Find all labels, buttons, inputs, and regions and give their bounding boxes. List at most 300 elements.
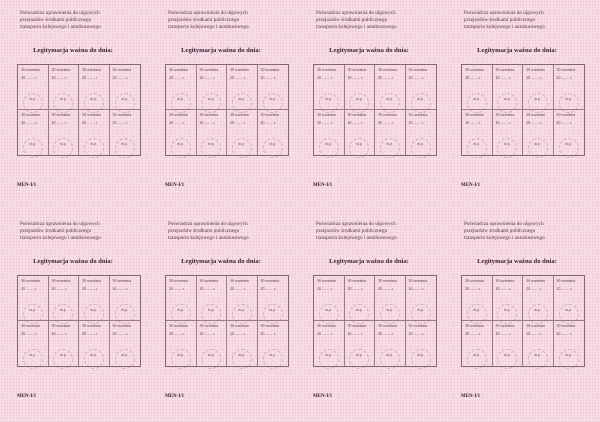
- cell-date: 30 września: [347, 113, 367, 117]
- stamp-circle-icon: [201, 349, 221, 369]
- cell-date: 30 września: [408, 324, 428, 328]
- validity-grid: [461, 64, 585, 156]
- cell-year: 20 ........ r.: [526, 76, 542, 80]
- stamp-circle-icon: [232, 349, 252, 369]
- cell-year: 20 ........ r.: [260, 76, 277, 80]
- validity-cell: [258, 110, 289, 155]
- stamp-label: m.p.: [325, 142, 332, 146]
- stamp-label: m.p.: [473, 308, 480, 312]
- stamp-circle-icon: [171, 138, 191, 158]
- stamp-circle-icon: [319, 138, 339, 158]
- header-line-3: transportu kolejowego i autobusowego.: [316, 235, 398, 241]
- cell-year: 20 ........ r.: [526, 287, 542, 291]
- cell-date: 30 września: [526, 324, 545, 328]
- stamp-label: m.p.: [177, 97, 184, 101]
- cell-year: 20 ........ r.: [495, 287, 512, 291]
- stamp-label: m.p.: [356, 353, 363, 357]
- legitymacja-card: [148, 211, 294, 416]
- cell-year: 20 ........ r.: [199, 332, 216, 336]
- cell-year: 20 ........ r.: [21, 287, 37, 291]
- stamp-circle-icon: [84, 138, 104, 158]
- validity-cell: [523, 65, 554, 110]
- validity-cell: [314, 321, 345, 366]
- stamp-label: m.p.: [473, 142, 480, 146]
- validity-cell: [406, 276, 437, 321]
- cell-year: 20 ........ r.: [408, 332, 425, 336]
- cell-date: 30 września: [112, 279, 132, 283]
- form-code: MEN-I/1: [17, 183, 37, 188]
- header-line-3: transportu kolejowego i autobusowego.: [20, 235, 102, 241]
- validity-cell: [462, 276, 493, 321]
- card-header: [316, 221, 440, 242]
- validity-cell: [166, 276, 197, 321]
- stamp-circle-icon: [23, 349, 43, 369]
- stamp-label: m.p.: [208, 308, 215, 312]
- validity-cell: [49, 110, 80, 155]
- stamp-label: m.p.: [534, 97, 541, 101]
- cell-date: 30 września: [112, 68, 132, 72]
- cell-date: 30 września: [230, 279, 249, 283]
- cell-year: 20 ........ r.: [169, 76, 185, 80]
- cell-date: 30 września: [495, 113, 515, 117]
- cell-date: 30 września: [378, 324, 397, 328]
- cell-date: 30 września: [51, 279, 71, 283]
- stamp-label: m.p.: [565, 142, 572, 146]
- stamp-label: m.p.: [29, 97, 36, 101]
- validity-cell: [345, 276, 376, 321]
- header-line-1: Poświadcza uprawnienia do ulgowych: [168, 221, 248, 227]
- cell-year: 20 ........ r.: [112, 121, 129, 125]
- stamp-label: m.p.: [565, 308, 572, 312]
- cell-date: 30 września: [21, 279, 40, 283]
- validity-cell: [166, 110, 197, 155]
- form-code: MEN-I/1: [165, 394, 185, 399]
- legitymacja-card: [296, 211, 442, 416]
- card-title: Legitymacja ważna do dnia:: [477, 258, 557, 265]
- cell-date: 30 września: [51, 324, 71, 328]
- stamp-label: m.p.: [504, 142, 511, 146]
- stamp-label: m.p.: [565, 97, 572, 101]
- cell-date: 30 września: [495, 279, 515, 283]
- cell-year: 20 ........ r.: [230, 76, 246, 80]
- cell-date: 30 września: [317, 279, 336, 283]
- stamp-label: m.p.: [417, 308, 424, 312]
- validity-cell: [554, 65, 585, 110]
- form-code: MEN-I/1: [313, 394, 333, 399]
- cell-year: 20 ........ r.: [199, 76, 216, 80]
- cell-date: 30 września: [199, 113, 219, 117]
- cell-date: 30 września: [317, 324, 336, 328]
- stamp-label: m.p.: [177, 142, 184, 146]
- validity-cell: [166, 321, 197, 366]
- cell-year: 20 ........ r.: [51, 332, 68, 336]
- validity-cell: [375, 321, 406, 366]
- validity-cell: [197, 321, 228, 366]
- cell-date: 30 września: [408, 68, 428, 72]
- stamp-label: m.p.: [121, 142, 128, 146]
- validity-cell: [49, 321, 80, 366]
- validity-cell: [554, 110, 585, 155]
- stamp-circle-icon: [84, 349, 104, 369]
- cell-year: 20 ........ r.: [82, 287, 98, 291]
- cell-year: 20 ........ r.: [169, 287, 185, 291]
- stamp-circle-icon: [349, 349, 369, 369]
- header-line-3: transportu kolejowego i autobusowego.: [168, 24, 250, 30]
- stamp-circle-icon: [263, 349, 283, 369]
- legitymacja-card: [0, 0, 146, 205]
- cell-date: 30 września: [21, 324, 40, 328]
- cell-year: 20 ........ r.: [230, 332, 246, 336]
- stamp-circle-icon: [467, 349, 487, 369]
- cell-date: 30 września: [82, 279, 101, 283]
- stamp-label: m.p.: [386, 142, 393, 146]
- cell-year: 20 ........ r.: [199, 287, 216, 291]
- validity-cell: [79, 110, 110, 155]
- stamp-label: m.p.: [29, 353, 36, 357]
- validity-cell: [18, 110, 49, 155]
- header-line-2: przejazdów środkami publicznego: [316, 17, 388, 23]
- cell-year: 20 ........ r.: [465, 76, 481, 80]
- legitymacja-card: [444, 0, 590, 205]
- stamp-circle-icon: [349, 138, 369, 158]
- cell-year: 20 ........ r.: [347, 121, 364, 125]
- header-line-2: przejazdów środkami publicznego: [20, 17, 92, 23]
- validity-cell: [227, 65, 258, 110]
- cell-year: 20 ........ r.: [260, 121, 277, 125]
- validity-cell: [110, 65, 141, 110]
- validity-grid: [313, 64, 437, 156]
- header-line-2: przejazdów środkami publicznego: [168, 17, 240, 23]
- validity-cell: [523, 110, 554, 155]
- header-line-2: przejazdów środkami publicznego: [316, 228, 388, 234]
- cell-year: 20 ........ r.: [408, 76, 425, 80]
- cell-date: 30 września: [169, 324, 188, 328]
- stamp-circle-icon: [115, 138, 135, 158]
- stamp-circle-icon: [319, 349, 339, 369]
- form-code: MEN-I/1: [461, 183, 481, 188]
- validity-grid: [17, 275, 141, 367]
- validity-cell: [197, 110, 228, 155]
- cell-date: 30 września: [169, 113, 188, 117]
- validity-cell: [18, 321, 49, 366]
- validity-cell: [314, 276, 345, 321]
- stamp-circle-icon: [411, 138, 431, 158]
- validity-cell: [493, 65, 524, 110]
- cell-year: 20 ........ r.: [317, 76, 333, 80]
- cell-year: 20 ........ r.: [347, 76, 364, 80]
- stamp-label: m.p.: [386, 353, 393, 357]
- stamp-label: m.p.: [417, 353, 424, 357]
- cell-date: 30 września: [347, 324, 367, 328]
- card-title: Legitymacja ważna do dnia:: [477, 47, 557, 54]
- card-header: [168, 221, 292, 242]
- validity-cell: [49, 276, 80, 321]
- cell-date: 30 września: [169, 279, 188, 283]
- cell-year: 20 ........ r.: [526, 332, 542, 336]
- stamp-label: m.p.: [238, 97, 245, 101]
- stamp-label: m.p.: [238, 353, 245, 357]
- validity-cell: [18, 65, 49, 110]
- stamp-label: m.p.: [177, 308, 184, 312]
- form-code: MEN-I/1: [165, 183, 185, 188]
- card-header: [20, 10, 144, 31]
- cell-year: 20 ........ r.: [317, 287, 333, 291]
- cell-year: 20 ........ r.: [408, 121, 425, 125]
- stamp-circle-icon: [559, 349, 579, 369]
- validity-cell: [406, 65, 437, 110]
- stamp-circle-icon: [263, 138, 283, 158]
- validity-cell: [49, 65, 80, 110]
- card-title: Legitymacja ważna do dnia:: [329, 47, 409, 54]
- cell-year: 20 ........ r.: [347, 332, 364, 336]
- stamp-label: m.p.: [29, 308, 36, 312]
- cell-date: 30 września: [230, 324, 249, 328]
- cell-date: 30 września: [408, 279, 428, 283]
- cell-year: 20 ........ r.: [556, 332, 573, 336]
- cell-year: 20 ........ r.: [465, 121, 481, 125]
- header-line-2: przejazdów środkami publicznego: [20, 228, 92, 234]
- cell-year: 20 ........ r.: [21, 121, 37, 125]
- cell-date: 30 września: [378, 68, 397, 72]
- stamp-label: m.p.: [60, 97, 67, 101]
- validity-cell: [406, 110, 437, 155]
- validity-cell: [462, 65, 493, 110]
- cell-date: 30 września: [526, 113, 545, 117]
- card-title: Legitymacja ważna do dnia:: [33, 258, 113, 265]
- stamp-label: m.p.: [534, 308, 541, 312]
- cell-year: 20 ........ r.: [260, 332, 277, 336]
- stamp-circle-icon: [23, 138, 43, 158]
- cell-year: 20 ........ r.: [317, 332, 333, 336]
- validity-cell: [345, 65, 376, 110]
- validity-cell: [493, 321, 524, 366]
- card-title: Legitymacja ważna do dnia:: [181, 47, 261, 54]
- cell-date: 30 września: [526, 279, 545, 283]
- validity-cell: [554, 276, 585, 321]
- cell-date: 30 września: [495, 324, 515, 328]
- stamp-label: m.p.: [29, 142, 36, 146]
- validity-cell: [166, 65, 197, 110]
- cell-date: 30 września: [230, 113, 249, 117]
- cell-year: 20 ........ r.: [112, 76, 129, 80]
- stamp-circle-icon: [411, 349, 431, 369]
- stamp-label: m.p.: [534, 353, 541, 357]
- stamp-circle-icon: [559, 138, 579, 158]
- stamp-label: m.p.: [504, 308, 511, 312]
- cell-year: 20 ........ r.: [199, 121, 216, 125]
- card-header: [464, 221, 588, 242]
- validity-grid: [165, 275, 289, 367]
- cell-date: 30 września: [82, 68, 101, 72]
- validity-cell: [462, 110, 493, 155]
- card-title: Legitymacja ważna do dnia:: [329, 258, 409, 265]
- validity-cell: [197, 276, 228, 321]
- cell-date: 30 września: [526, 68, 545, 72]
- validity-cell: [462, 321, 493, 366]
- header-line-3: transportu kolejowego i autobusowego.: [20, 24, 102, 30]
- stamp-circle-icon: [53, 349, 73, 369]
- stamp-circle-icon: [53, 138, 73, 158]
- stamp-label: m.p.: [208, 97, 215, 101]
- stamp-label: m.p.: [504, 353, 511, 357]
- cell-date: 30 września: [260, 68, 280, 72]
- cell-year: 20 ........ r.: [378, 287, 394, 291]
- cell-year: 20 ........ r.: [556, 76, 573, 80]
- stamp-circle-icon: [528, 349, 548, 369]
- stamp-label: m.p.: [504, 97, 511, 101]
- validity-cell: [110, 276, 141, 321]
- legitymacja-card: [444, 211, 590, 416]
- stamp-label: m.p.: [238, 142, 245, 146]
- card-title: Legitymacja ważna do dnia:: [181, 258, 261, 265]
- validity-cell: [18, 276, 49, 321]
- cell-year: 20 ........ r.: [465, 332, 481, 336]
- header-line-1: Poświadcza uprawnienia do ulgowych: [464, 10, 544, 16]
- cell-year: 20 ........ r.: [408, 287, 425, 291]
- cell-year: 20 ........ r.: [378, 121, 394, 125]
- validity-cell: [493, 110, 524, 155]
- cell-year: 20 ........ r.: [51, 121, 68, 125]
- stamp-circle-icon: [380, 138, 400, 158]
- validity-cell: [554, 321, 585, 366]
- stamp-label: m.p.: [121, 308, 128, 312]
- cell-year: 20 ........ r.: [556, 121, 573, 125]
- stamp-circle-icon: [528, 138, 548, 158]
- stamp-label: m.p.: [473, 97, 480, 101]
- cell-date: 30 września: [82, 324, 101, 328]
- cell-date: 30 września: [199, 279, 219, 283]
- stamp-label: m.p.: [60, 353, 67, 357]
- header-line-1: Poświadcza uprawnienia do ulgowych: [168, 10, 248, 16]
- validity-cell: [314, 65, 345, 110]
- stamp-label: m.p.: [121, 353, 128, 357]
- stamp-circle-icon: [467, 138, 487, 158]
- cell-year: 20 ........ r.: [230, 121, 246, 125]
- cell-date: 30 września: [347, 279, 367, 283]
- stamp-label: m.p.: [269, 308, 276, 312]
- cell-date: 30 września: [21, 113, 40, 117]
- cell-date: 30 września: [556, 324, 576, 328]
- form-code: MEN-I/1: [461, 394, 481, 399]
- validity-cell: [375, 276, 406, 321]
- card-header: [464, 10, 588, 31]
- stamp-label: m.p.: [417, 97, 424, 101]
- cell-date: 30 września: [260, 324, 280, 328]
- cell-year: 20 ........ r.: [112, 287, 129, 291]
- cell-date: 30 września: [465, 113, 484, 117]
- cell-year: 20 ........ r.: [465, 287, 481, 291]
- validity-cell: [345, 110, 376, 155]
- stamp-label: m.p.: [90, 97, 97, 101]
- cell-year: 20 ........ r.: [21, 76, 37, 80]
- stamp-circle-icon: [201, 138, 221, 158]
- cell-date: 30 września: [260, 279, 280, 283]
- stamp-label: m.p.: [565, 353, 572, 357]
- legitymacja-card: [148, 0, 294, 205]
- cell-year: 20 ........ r.: [51, 287, 68, 291]
- stamp-label: m.p.: [356, 142, 363, 146]
- stamp-label: m.p.: [325, 353, 332, 357]
- stamp-circle-icon: [232, 138, 252, 158]
- stamp-label: m.p.: [356, 97, 363, 101]
- stamp-label: m.p.: [121, 97, 128, 101]
- cell-date: 30 września: [51, 68, 71, 72]
- validity-cell: [110, 321, 141, 366]
- stamp-label: m.p.: [177, 353, 184, 357]
- stamp-circle-icon: [497, 138, 517, 158]
- stamp-label: m.p.: [90, 353, 97, 357]
- cell-year: 20 ........ r.: [51, 76, 68, 80]
- cell-date: 30 września: [317, 113, 336, 117]
- header-line-3: transportu kolejowego i autobusowego.: [316, 24, 398, 30]
- card-header: [20, 221, 144, 242]
- validity-cell: [227, 110, 258, 155]
- cell-date: 30 września: [317, 68, 336, 72]
- cell-date: 30 września: [495, 68, 515, 72]
- cell-year: 20 ........ r.: [21, 332, 37, 336]
- legitymacja-card: [296, 0, 442, 205]
- stamp-label: m.p.: [325, 308, 332, 312]
- validity-cell: [345, 321, 376, 366]
- cell-date: 30 września: [465, 324, 484, 328]
- cell-year: 20 ........ r.: [82, 76, 98, 80]
- validity-grid: [17, 64, 141, 156]
- validity-cell: [314, 110, 345, 155]
- cell-year: 20 ........ r.: [82, 332, 98, 336]
- cell-year: 20 ........ r.: [495, 121, 512, 125]
- cell-year: 20 ........ r.: [556, 287, 573, 291]
- cell-year: 20 ........ r.: [230, 287, 246, 291]
- cell-year: 20 ........ r.: [347, 287, 364, 291]
- cell-year: 20 ........ r.: [169, 332, 185, 336]
- stamp-label: m.p.: [90, 308, 97, 312]
- validity-grid: [313, 275, 437, 367]
- cell-date: 30 września: [199, 68, 219, 72]
- validity-cell: [258, 65, 289, 110]
- cell-date: 30 września: [347, 68, 367, 72]
- validity-grid: [461, 275, 585, 367]
- header-line-3: transportu kolejowego i autobusowego.: [168, 235, 250, 241]
- header-line-1: Poświadcza uprawnienia do ulgowych: [316, 221, 396, 227]
- cell-date: 30 września: [21, 68, 40, 72]
- header-line-2: przejazdów środkami publicznego: [464, 17, 536, 23]
- cell-date: 30 września: [199, 324, 219, 328]
- cell-date: 30 września: [169, 68, 188, 72]
- form-code: MEN-I/1: [313, 183, 333, 188]
- stamp-label: m.p.: [386, 308, 393, 312]
- validity-cell: [493, 276, 524, 321]
- card-header: [168, 10, 292, 31]
- validity-cell: [79, 276, 110, 321]
- validity-cell: [110, 110, 141, 155]
- stamp-circle-icon: [380, 349, 400, 369]
- stamp-label: m.p.: [325, 97, 332, 101]
- header-line-2: przejazdów środkami publicznego: [168, 228, 240, 234]
- cell-date: 30 września: [378, 279, 397, 283]
- stamp-label: m.p.: [269, 142, 276, 146]
- cell-year: 20 ........ r.: [260, 287, 277, 291]
- stamp-label: m.p.: [386, 97, 393, 101]
- cell-date: 30 września: [378, 113, 397, 117]
- validity-cell: [197, 65, 228, 110]
- stamp-circle-icon: [115, 349, 135, 369]
- cell-date: 30 września: [465, 68, 484, 72]
- stamp-label: m.p.: [269, 97, 276, 101]
- header-line-3: transportu kolejowego i autobusowego.: [464, 235, 546, 241]
- cell-date: 30 września: [408, 113, 428, 117]
- validity-cell: [375, 65, 406, 110]
- cell-year: 20 ........ r.: [317, 121, 333, 125]
